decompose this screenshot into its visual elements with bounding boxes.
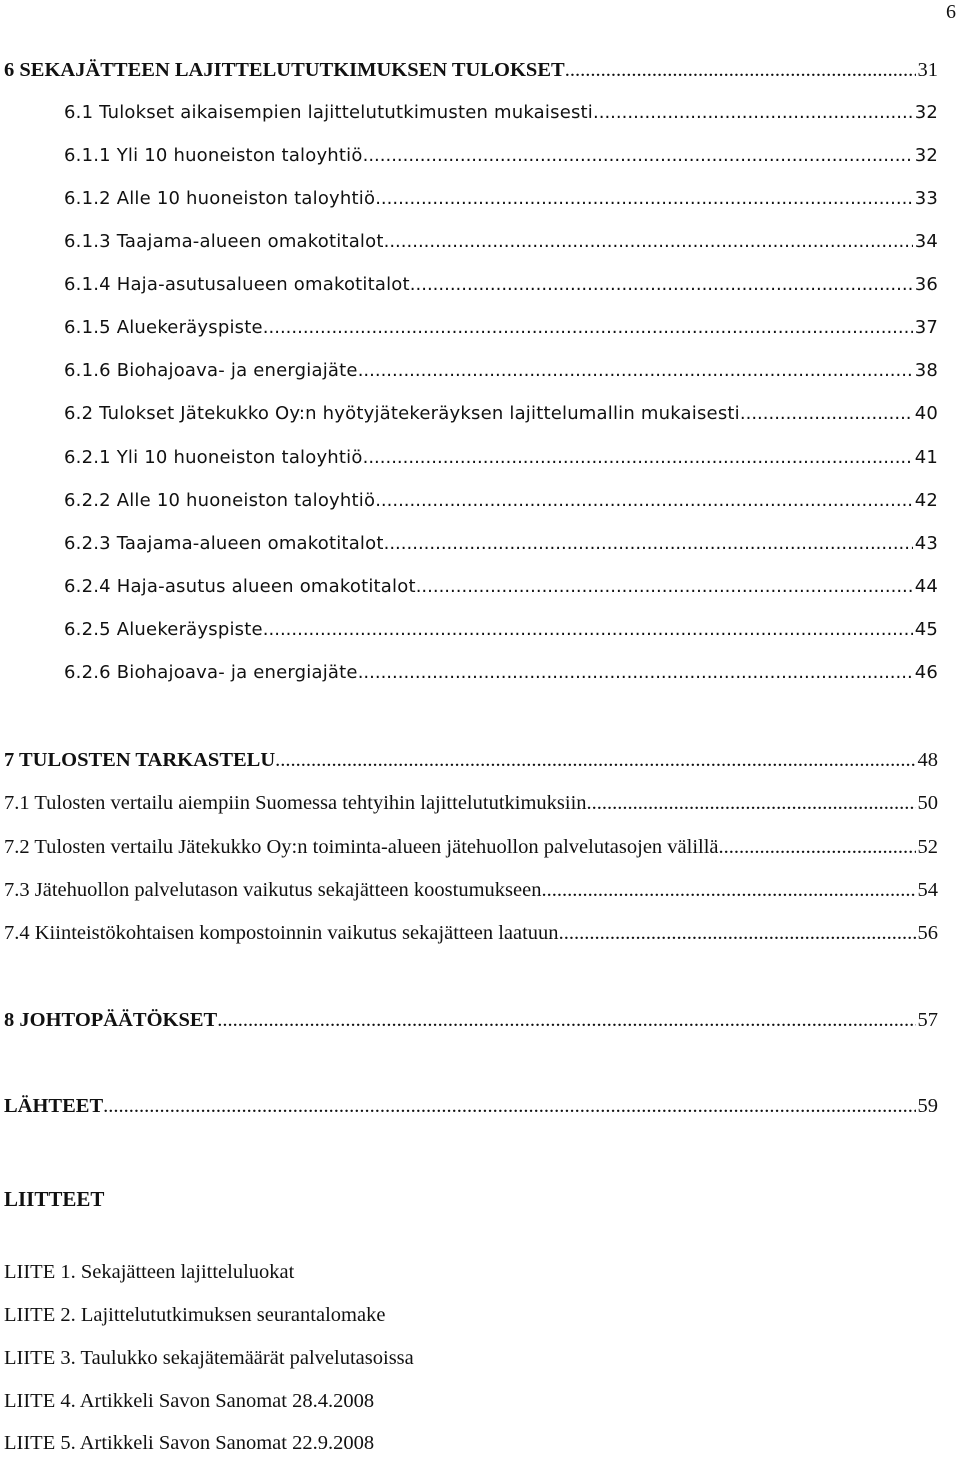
toc-entry-leader: [384, 227, 913, 257]
toc-entry[interactable]: [64, 184, 938, 214]
toc-entry[interactable]: [4, 832, 938, 862]
toc-entry-leader: [410, 270, 913, 300]
toc-entry-leader: [384, 529, 913, 559]
toc-entry-page: 46: [914, 662, 938, 683]
toc-entry-leader: [358, 356, 913, 386]
toc-entry-leader: [593, 98, 913, 128]
toc-entry-page: 34: [914, 231, 938, 252]
toc-entry-title: 6.1.5 Aluekeräyspiste: [64, 317, 263, 338]
appendix-item: LIITE 3. Taulukko sekajätemäärät palvelutasoissa: [4, 1347, 414, 1369]
toc-entry-page: 40: [914, 403, 938, 424]
toc-entry-leader: [375, 486, 913, 516]
toc-entry[interactable]: [64, 443, 938, 473]
toc-entry-leader: [363, 141, 913, 171]
toc-entry-page: 37: [914, 317, 938, 338]
toc-entry[interactable]: [4, 875, 938, 905]
appendix-item: LIITE 1. Sekajätteen lajitteluluokat: [4, 1261, 295, 1283]
toc-entry-page: 32: [914, 102, 938, 123]
toc-entry-title: 6.1.6 Biohajoava- ja energiajäte: [64, 360, 358, 381]
toc-entry-title: 6.2.1 Yli 10 huoneiston taloyhtiö: [64, 447, 363, 468]
toc-entry-leader: [740, 399, 913, 429]
toc-entry[interactable]: [4, 55, 938, 85]
toc-entry-leader: [358, 658, 913, 688]
toc-entry[interactable]: [4, 745, 938, 775]
toc-entry-leader: [275, 745, 915, 775]
toc-entry-leader: [416, 572, 913, 602]
toc-entry-title: 6.2.5 Aluekeräyspiste: [64, 619, 263, 640]
toc-entry-title: 7.4 Kiinteistökohtaisen kompostoinnin vaikutus sekajätteen laatuun: [4, 922, 559, 944]
toc-entry-leader: [565, 55, 916, 85]
toc-entry-title: 7.2 Tulosten vertailu Jätekukko Oy:n toiminta-alueen jätehuollon palvelutasojen välillä: [4, 836, 719, 858]
toc-entry-page: 32: [914, 145, 938, 166]
toc-entry-title: 7.1 Tulosten vertailu aiempiin Suomessa tehtyihin lajittelututkimuksiin: [4, 792, 587, 814]
toc-entry-page: 43: [914, 533, 938, 554]
toc-entry[interactable]: [64, 529, 938, 559]
toc-entry-page: 54: [917, 879, 938, 901]
toc-entry-title: 6.1 Tulokset aikaisempien lajittelututkimusten mukaisesti: [64, 102, 594, 123]
toc-entry-title: 7.3 Jätehuollon palvelutason vaikutus sekajätteen koostumukseen: [4, 879, 542, 901]
toc-entry[interactable]: [64, 486, 938, 516]
toc-entry-page: 59: [917, 1095, 938, 1117]
toc-entry[interactable]: [64, 658, 938, 688]
appendix-heading: LIITTEET: [4, 1187, 105, 1211]
toc-entry[interactable]: [64, 356, 938, 386]
toc-entry-page: 33: [914, 188, 938, 209]
toc-entry-title: LÄHTEET: [4, 1095, 104, 1117]
appendix-item: LIITE 2. Lajittelututkimuksen seurantalomake: [4, 1304, 386, 1326]
toc-entry-title: 6.1.2 Alle 10 huoneiston taloyhtiö: [64, 188, 376, 209]
toc-entry-leader: [217, 1005, 915, 1035]
toc-entry[interactable]: [64, 227, 938, 257]
toc-entry-page: 42: [914, 490, 938, 511]
toc-entry-title: 6.2 Tulokset Jätekukko Oy:n hyötyjätekeräyksen lajittelumallin mukaisesti: [64, 403, 740, 424]
appendix-item: LIITE 4. Artikkeli Savon Sanomat 28.4.2008: [4, 1390, 375, 1412]
toc-entry-leader: [363, 443, 913, 473]
appendix-item: LIITE 5. Artikkeli Savon Sanomat 22.9.2008: [4, 1432, 375, 1454]
toc-entry-page: 50: [917, 792, 938, 814]
toc-entry[interactable]: [4, 1005, 938, 1035]
toc-entry-page: 36: [914, 274, 938, 295]
toc-entry-page: 52: [917, 836, 938, 858]
toc-entry-leader: [559, 918, 916, 948]
toc-entry-page: 41: [914, 447, 938, 468]
page-number: 6: [946, 1, 956, 23]
toc-entry-title: 8 JOHTOPÄÄTÖKSET: [4, 1009, 218, 1031]
toc-entry[interactable]: [64, 615, 938, 645]
toc-entry-leader: [719, 832, 916, 862]
toc-entry-title: 6 SEKAJÄTTEEN LAJITTELUTUTKIMUKSEN TULOKSET: [4, 59, 565, 81]
toc-entry[interactable]: [4, 918, 938, 948]
toc-entry-page: 38: [914, 360, 938, 381]
toc-entry-title: 6.1.3 Taajama-alueen omakotitalot: [64, 231, 384, 252]
toc-entry-title: 7 TULOSTEN TARKASTELU: [4, 749, 276, 771]
toc-entry-page: 45: [914, 619, 938, 640]
toc-entry[interactable]: [64, 399, 938, 429]
toc-entry[interactable]: [4, 788, 938, 818]
toc-entry-page: 31: [917, 59, 938, 81]
toc-entry-page: 48: [917, 749, 938, 771]
toc-entry[interactable]: [64, 98, 938, 128]
toc-entry-leader: [375, 184, 913, 214]
toc-entry-title: 6.2.6 Biohajoava- ja energiajäte: [64, 662, 358, 683]
toc-entry-page: 44: [914, 576, 938, 597]
toc-entry-leader: [263, 313, 913, 343]
toc-entry[interactable]: [64, 313, 938, 343]
toc-entry[interactable]: [64, 141, 938, 171]
toc-entry-leader: [103, 1091, 915, 1121]
toc-entry-page: 57: [917, 1009, 938, 1031]
toc-entry[interactable]: [4, 1091, 938, 1121]
toc-entry-title: 6.2.4 Haja-asutus alueen omakotitalot: [64, 576, 416, 597]
toc-entry-page: 56: [917, 922, 938, 944]
toc-entry-title: 6.2.2 Alle 10 huoneiston taloyhtiö: [64, 490, 376, 511]
toc-entry[interactable]: [64, 572, 938, 602]
toc-entry-leader: [263, 615, 913, 645]
toc-entry-title: 6.1.4 Haja-asutusalueen omakotitalot: [64, 274, 410, 295]
toc-entry-leader: [541, 875, 915, 905]
toc-entry-leader: [587, 788, 916, 818]
toc-entry-title: 6.2.3 Taajama-alueen omakotitalot: [64, 533, 384, 554]
toc-entry-title: 6.1.1 Yli 10 huoneiston taloyhtiö: [64, 145, 363, 166]
toc-entry[interactable]: [64, 270, 938, 300]
